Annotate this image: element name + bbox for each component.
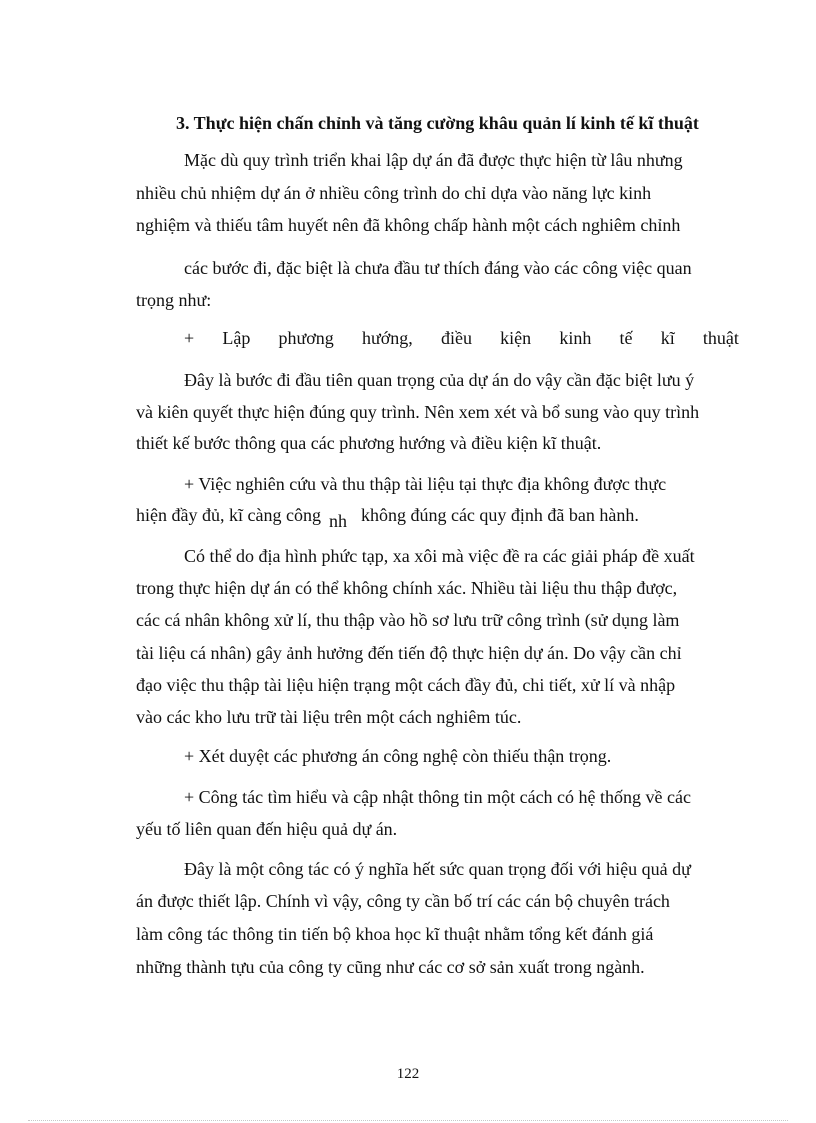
- paragraph-line: trọng như:: [136, 290, 212, 310]
- line-segment: không đúng các quy định đã ban hành.: [360, 505, 639, 525]
- paragraph-line: án được thiết lập. Chính vì vậy, công ty cần bố trí các cán bộ chuyên trách: [136, 891, 670, 911]
- paragraph-line: nghiệm và thiếu tâm huyết nên đã không chấp hành một cách nghiêm chỉnh: [136, 215, 681, 235]
- paragraph-line: các bước đi, đặc biệt là chưa đầu tư thích đáng vào các công việc quan: [184, 258, 692, 278]
- paragraph-line: làm công tác thông tin tiến bộ khoa học kĩ thuật nhằm tổng kết đánh giá: [136, 924, 654, 944]
- bullet-line: + Xét duyệt các phương án công nghệ còn thiếu thận trọng.: [184, 746, 612, 766]
- paragraph-line: đạo việc thu thập tài liệu hiện trạng một cách đầy đủ, chi tiết, xử lí và nhập: [136, 675, 676, 695]
- paragraph-line: Đây là bước đi đầu tiên quan trọng của dự án do vậy cần đặc biệt lưu ý: [184, 370, 695, 390]
- bullet-line-word: điều: [440, 328, 472, 348]
- bullet-line-word: phương: [278, 328, 334, 348]
- paragraph-line: nhiều chủ nhiệm dự án ở nhiều công trình do chỉ dựa vào năng lực kinh: [136, 183, 652, 203]
- paragraph-line: trong thực hiện dự án có thể không chính xác. Nhiều tài liệu thu thập được,: [136, 578, 678, 598]
- subscript-fragment: nh: [328, 511, 347, 531]
- bullet-line-word: thuật: [702, 328, 739, 348]
- paragraph-line: những thành tựu của công ty cũng như các cơ sở sản xuất trong ngành.: [136, 957, 645, 977]
- paragraph-line: Đây là một công tác có ý nghĩa hết sức quan trọng đối với hiệu quả dự: [184, 859, 691, 879]
- bullet-line: + Việc nghiên cứu và thu thập tài liệu tại thực địa không được thực: [184, 474, 667, 494]
- paragraph-line: thiết kế bước thông qua các phương hướng và điều kiện kĩ thuật.: [136, 433, 602, 453]
- paragraph-line: và kiên quyết thực hiện đúng quy trình. Nên xem xét và bổ sung vào quy trình: [136, 402, 700, 422]
- bullet-line-word: tế: [619, 328, 633, 348]
- bullet-line-word: hướng,: [361, 328, 413, 348]
- bullet-line-justified: [184, 326, 739, 350]
- paragraph-line: tài liệu cá nhân) gây ảnh hưởng đến tiến độ thực hiện dự án. Do vậy cần chỉ: [136, 643, 682, 663]
- paragraph-line: Mặc dù quy trình triển khai lập dự án đã được thực hiện từ lâu nhưng: [184, 150, 683, 170]
- page-bottom-divider: [28, 1120, 788, 1121]
- paragraph-line: Có thể do địa hình phức tạp, xa xôi mà việc đề ra các giải pháp đề xuất: [184, 546, 695, 566]
- paragraph-line: các cá nhân không xử lí, thu thập vào hồ sơ lưu trữ công trình (sử dụng làm: [136, 610, 680, 630]
- bullet-line-word: kĩ: [660, 328, 675, 348]
- paragraph-line: [136, 503, 639, 531]
- bullet-line-word: +: [184, 328, 195, 348]
- bullet-line-word: kinh: [559, 328, 592, 348]
- page-number: 122: [396, 1066, 420, 1082]
- paragraph-line: yếu tố liên quan đến hiệu quả dự án.: [136, 819, 398, 839]
- paragraph-line: vào các kho lưu trữ tài liệu trên một cách nghiêm túc.: [136, 707, 522, 727]
- bullet-line: + Công tác tìm hiểu và cập nhật thông tin một cách có hệ thống về các: [184, 787, 691, 807]
- bullet-line-word: Lập: [222, 328, 251, 348]
- section-heading: 3. Thực hiện chấn chỉnh và tăng cường khâu quản lí kinh tế kĩ thuật: [176, 113, 699, 133]
- line-segment: hiện đầy đủ, kĩ càng công: [136, 505, 321, 525]
- bullet-line-word: kiện: [500, 328, 532, 348]
